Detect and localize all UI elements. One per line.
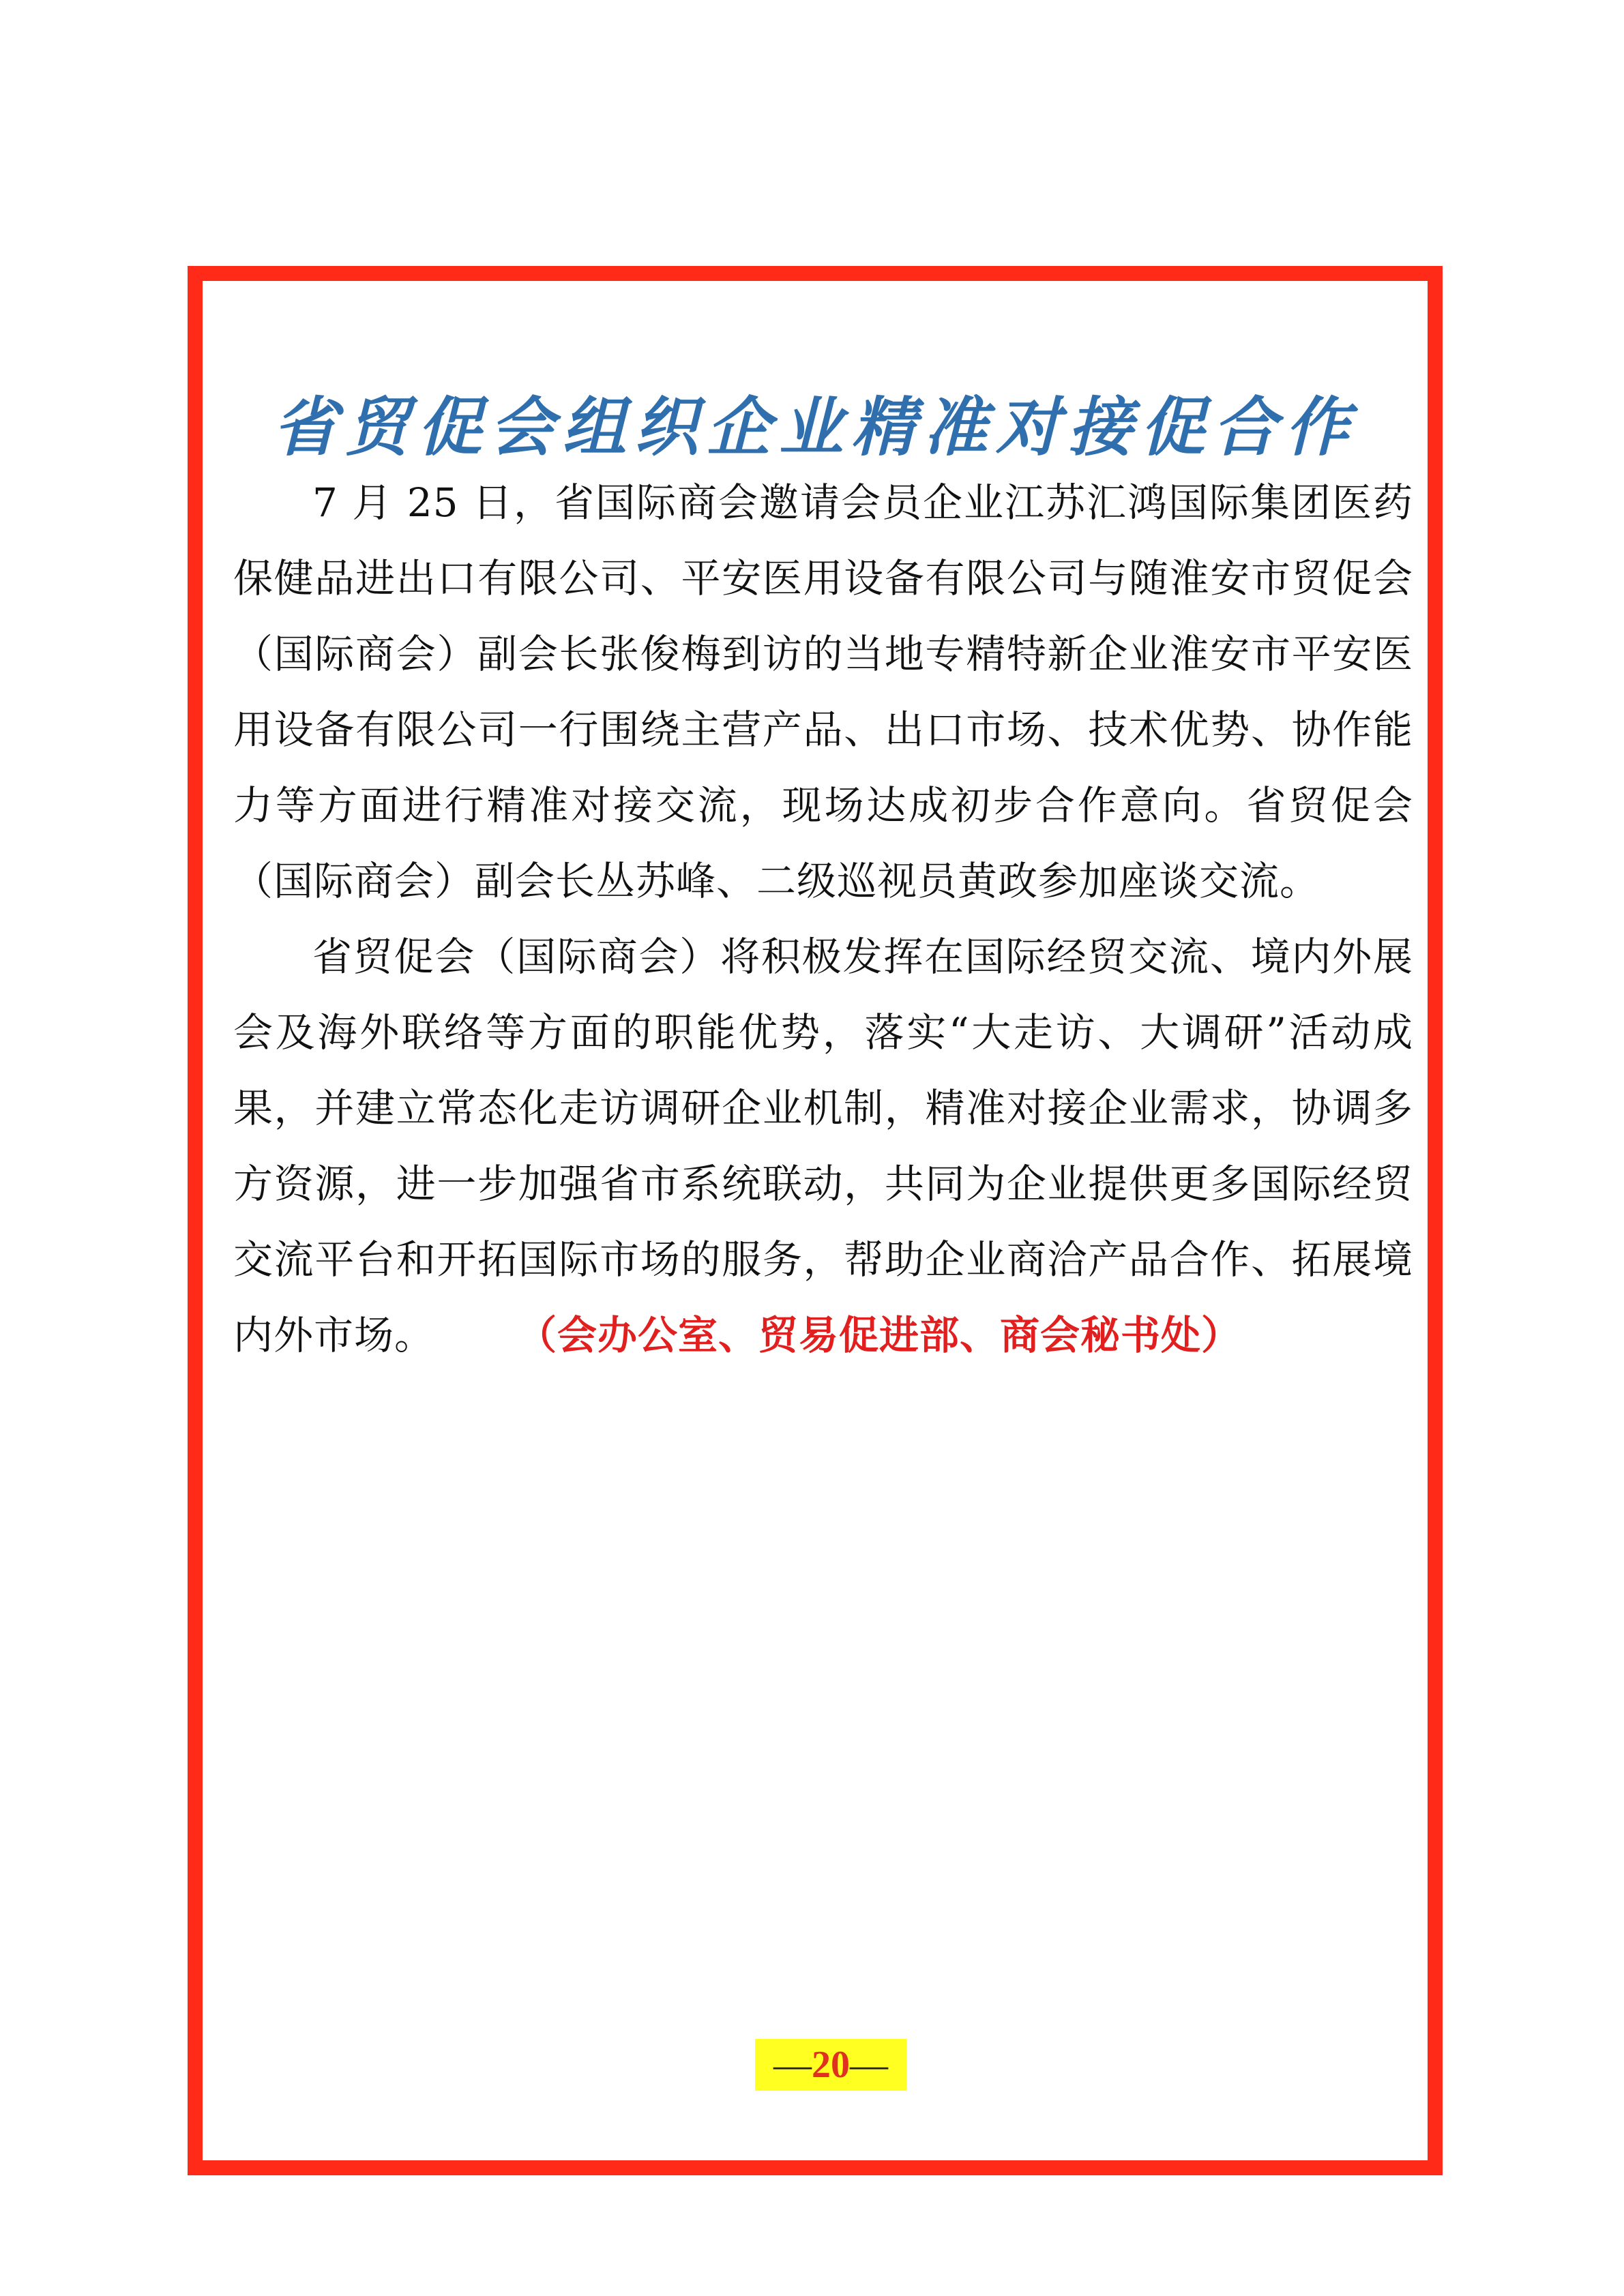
page-number-dash-right: —	[850, 2044, 888, 2086]
article-body	[233, 465, 1413, 1373]
page-number-dash-left: —	[773, 2044, 812, 2086]
page-number: 20	[812, 2044, 850, 2086]
page-frame	[188, 266, 1443, 2175]
paragraph-1: 7 月 25 日，省国际商会邀请会员企业江苏汇鸿国际集团医药保健品进出口有限公司、平安医用设备有限公司与随淮安市贸促会（国际商会）副会长张俊梅到访的当地专精特新企业淮安市平安医用设备有限公司一行围绕主营产品、出口市场、技术优势、协作能力等方面进行精准对接交流，现场达成初步合作意向。省贸促会（国际商会）副会长丛苏峰、二级巡视员黄政参加座谈交流。	[233, 479, 1413, 904]
paragraph-2	[233, 919, 1413, 1373]
page-number-badge	[755, 2039, 906, 2091]
signature-text: （会办公室、贸易促进部、商会秘书处）	[537, 1312, 1242, 1358]
paragraph-2-text: 省贸促会（国际商会）将积极发挥在国际经贸交流、境内外展会及海外联络等方面的职能优势，落实“大走访、大调研”活动成果，并建立常态化走访调研企业机制，精准对接企业需求，协调多方资源，进一步加强省市系统联动，共同为企业提供更多国际经贸交流平台和开拓国际市场的服务，帮助企业商洽产品合作、拓展境内外市场。	[233, 934, 1413, 1358]
article-title: 省贸促会组织企业精准对接促合作	[272, 390, 1357, 465]
